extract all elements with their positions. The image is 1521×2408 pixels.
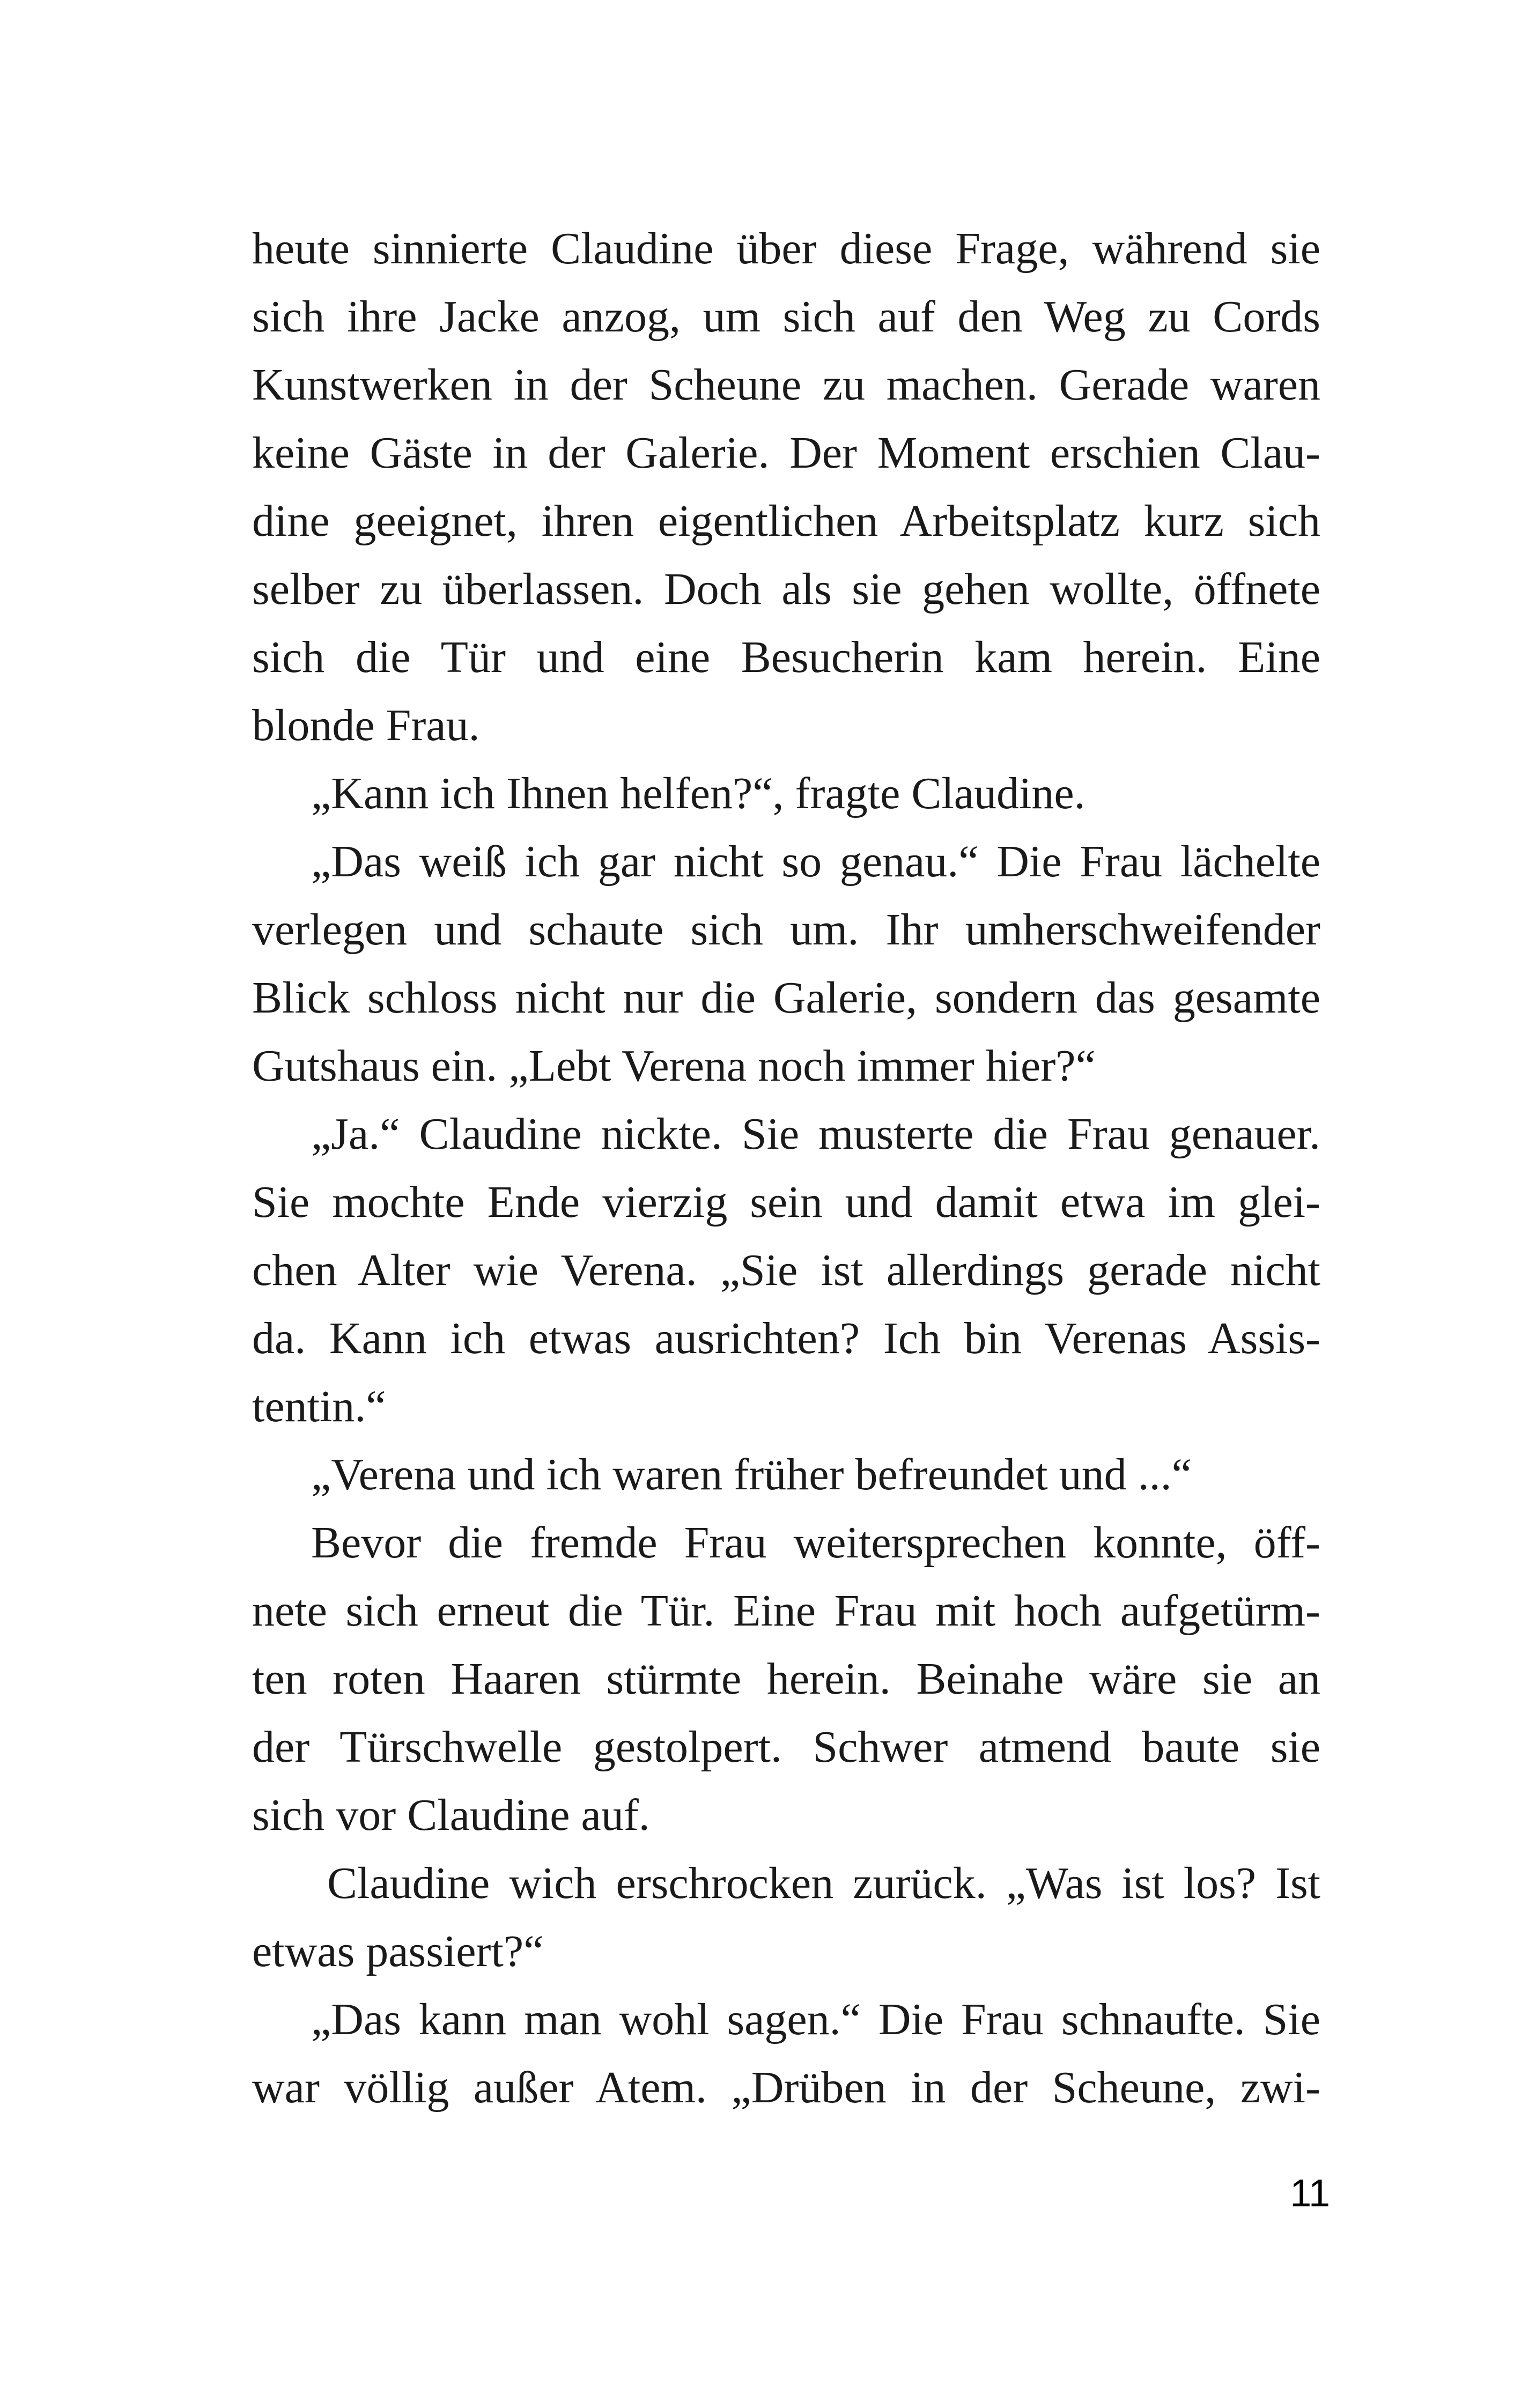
text-line: blonde Frau. xyxy=(252,700,480,750)
text-line: war völlig außer Atem. „Drüben in der Scheune, zwi- xyxy=(252,2063,1320,2112)
text-line: selber zu überlassen. Doch als sie gehen wollte, öffnete xyxy=(252,564,1320,614)
page-number: 11 xyxy=(1290,2172,1330,2215)
text-line: sich die Tür und eine Besucherin kam herein. Eine xyxy=(252,632,1320,682)
text-line: ten roten Haaren stürmte herein. Beinahe wäre sie an xyxy=(252,1654,1320,1704)
text-line: „Das kann man wohl sagen.“ Die Frau schnaufte. Sie xyxy=(311,1995,1320,2044)
text-line: „Das weiß ich gar nicht so genau.“ Die Frau lächelte xyxy=(311,837,1320,887)
text-line: nete sich erneut die Tür. Eine Frau mit hoch aufgetürm- xyxy=(252,1586,1320,1636)
text-line: sich vor Claudine auf. xyxy=(252,1790,650,1840)
text-line: keine Gäste in der Galerie. Der Moment erschien Clau- xyxy=(252,428,1320,478)
text-line: „Ja.“ Claudine nickte. Sie musterte die Frau genauer. xyxy=(311,1109,1320,1159)
text-line: verlegen und schaute sich um. Ihr umherschweifender xyxy=(252,905,1320,955)
text-line: Blick schloss nicht nur die Galerie, sondern das gesamte xyxy=(252,973,1320,1023)
text-line: Gutshaus ein. „Lebt Verena noch immer hier?“ xyxy=(252,1041,1096,1091)
text-line: Kunstwerken in der Scheune zu machen. Gerade waren xyxy=(252,360,1320,410)
text-line: Sie mochte Ende vierzig sein und damit etwa im glei- xyxy=(252,1177,1320,1227)
text-line: chen Alter wie Verena. „Sie ist allerdings gerade nicht xyxy=(252,1245,1320,1295)
text-line: heute sinnierte Claudine über diese Frage, während sie xyxy=(252,224,1320,274)
text-line: dine geeignet, ihren eigentlichen Arbeitsplatz kurz sich xyxy=(252,496,1320,546)
text-line: „Verena und ich waren früher befreundet und ...“ xyxy=(311,1450,1192,1500)
text-line: da. Kann ich etwas ausrichten? Ich bin Verenas Assis- xyxy=(252,1313,1320,1363)
text-line: etwas passiert?“ xyxy=(252,1926,544,1976)
text-line: der Türschwelle gestolpert. Schwer atmend baute sie xyxy=(252,1722,1320,1772)
text-line: tentin.“ xyxy=(252,1382,386,1431)
text-line: Claudine wich erschrocken zurück. „Was ist los? Ist xyxy=(327,1858,1320,1908)
text-line: sich ihre Jacke anzog, um sich auf den Weg zu Cords xyxy=(252,292,1320,342)
text-line: Bevor die fremde Frau weitersprechen konnte, öff- xyxy=(311,1518,1320,1568)
text-line: „Kann ich Ihnen helfen?“, fragte Claudine. xyxy=(311,769,1086,818)
